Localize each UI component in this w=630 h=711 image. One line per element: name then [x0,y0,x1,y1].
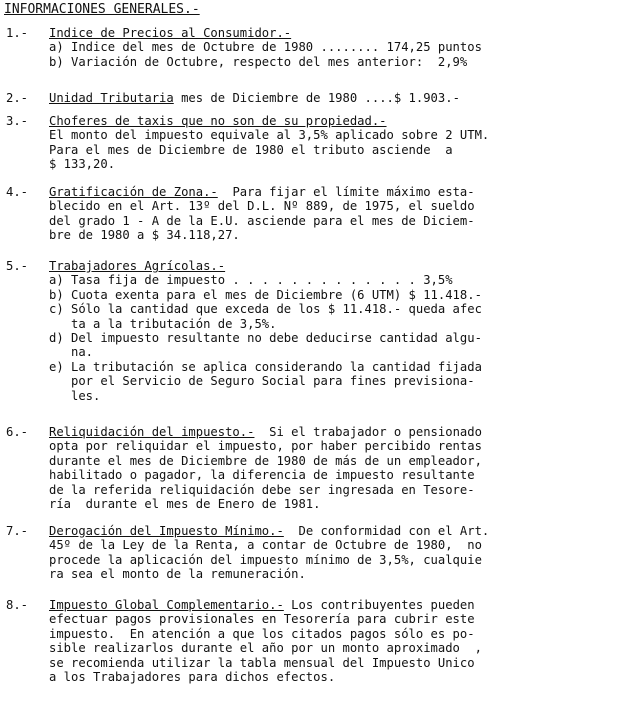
section-text-line: ra sea el monto de la remuneración. [49,567,306,582]
section-title-line [49,185,629,199]
section-text-line: na. [49,345,94,360]
section-body [49,524,629,582]
section-title: Reliquidación del impuesto.- [49,425,255,439]
section-text-line: durante el mes de Diciembre de 1980 de más de un empleador, [49,453,482,468]
section-body [49,91,629,105]
section-number: 8.- [6,598,29,612]
section-text-line: ta a la tributación de 3,5%. [49,316,277,331]
section-text-line: habilitado o pagador, la diferencia de impuesto resultante [49,468,475,483]
section-title: Indice de Precios al Consumidor.- [49,26,292,40]
section-text-line: les. [49,388,101,403]
section-number: 3.- [6,114,29,128]
section-text-line: b) Cuota exenta para el mes de Diciembre (6 UTM) $ 11.418.- [49,287,482,302]
section-title: Unidad Tributaria [49,91,174,105]
page-heading: INFORMACIONES GENERALES.- [4,2,200,17]
section-text-line: procede la aplicación del impuesto mínimo de 3,5%, cualquie [49,552,482,567]
section-title-line [49,524,629,538]
section-text-line: $ 133,20. [49,157,116,172]
section-number: 4.- [6,185,29,199]
section-body [49,259,629,403]
section-title: Gratificación de Zona.- [49,185,218,199]
section-title-rest: Para fijar el límite máximo esta- [217,185,475,199]
section-title: Impuesto Global Complementario.- [49,598,284,612]
section-title-line [49,26,629,40]
section-title-line [49,91,629,105]
section-text-line: se recomienda utilizar la tabla mensual del Impuesto Unico [49,655,475,670]
section-text-line: a) Indice del mes de Octubre de 1980 ........ 174,25 puntos [49,40,482,55]
section-title: Derogación del Impuesto Mínimo.- [49,524,284,538]
section-text-line: c) Sólo la cantidad que exceda de los $ 11.418.- queda afec [49,302,482,317]
section-title-line [49,259,629,273]
section-text-line: de la referida reliquidación debe ser ingresada en Tesore- [49,482,475,497]
section-title: Trabajadores Agrícolas.- [49,259,226,273]
section-text-line: b) Variación de Octubre, respecto del mes anterior: 2,9% [49,54,468,69]
section-body [49,26,629,69]
section-number: 2.- [6,91,29,105]
section-text-line: ría durante el mes de Enero de 1981. [49,496,321,511]
section-title-rest: Si el trabajador o pensionado [254,425,482,439]
section-text-line: e) La tributación se aplica considerando la cantidad fijada [49,359,482,374]
section-text-line: 45º de la Ley de la Renta, a contar de Octubre de 1980, no [49,538,482,553]
section-text-line: El monto del impuesto equivale al 3,5% aplicado sobre 2 UTM. [49,128,490,143]
section-body [49,114,629,172]
section-title-line [49,598,629,612]
section-body [49,185,629,243]
section-text-line: impuesto. En atención a que los citados pagos sólo es po- [49,626,475,641]
section-text-line: efectuar pagos provisionales en Tesorería para cubrir este [49,612,475,627]
section-title-rest: Los contribuyentes pueden [283,598,475,612]
section-title: Choferes de taxis que no son de su propiedad.- [49,114,387,128]
section-text-line: a) Tasa fija de impuesto . . . . . . . . . . . . . 3,5% [49,273,453,288]
section-title-line [49,425,629,439]
section-number: 5.- [6,259,29,273]
section-text-line: del grado 1 - A de la E.U. asciende para el mes de Diciem- [49,213,475,228]
section-title-line [49,114,629,128]
section-text-line: a los Trabajadores para dichos efectos. [49,669,336,684]
section-number: 6.- [6,425,29,439]
section-text-line: sible realizarlos durante el año por un monto aproximado , [49,641,482,656]
section-text-line: opta por reliquidar el impuesto, por haber percibido rentas [49,439,482,454]
section-number: 1.- [6,26,29,40]
section-number: 7.- [6,524,29,538]
section-text-line: blecido en el Art. 13º del D.L. Nº 889, de 1975, el sueldo [49,199,475,214]
section-title-rest: De conformidad con el Art. [283,524,490,538]
section-text-line: bre de 1980 a $ 34.118,27. [49,228,240,243]
section-text-line: por el Servicio de Seguro Social para fines previsiona- [49,374,475,389]
section-text-line: d) Del impuesto resultante no debe deducirse cantidad algu- [49,330,482,345]
section-title-rest: mes de Diciembre de 1980 ....$ 1.903.- [173,91,460,105]
section-body [49,425,629,511]
section-body [49,598,629,684]
section-text-line: Para el mes de Diciembre de 1980 el tributo asciende a [49,142,453,157]
